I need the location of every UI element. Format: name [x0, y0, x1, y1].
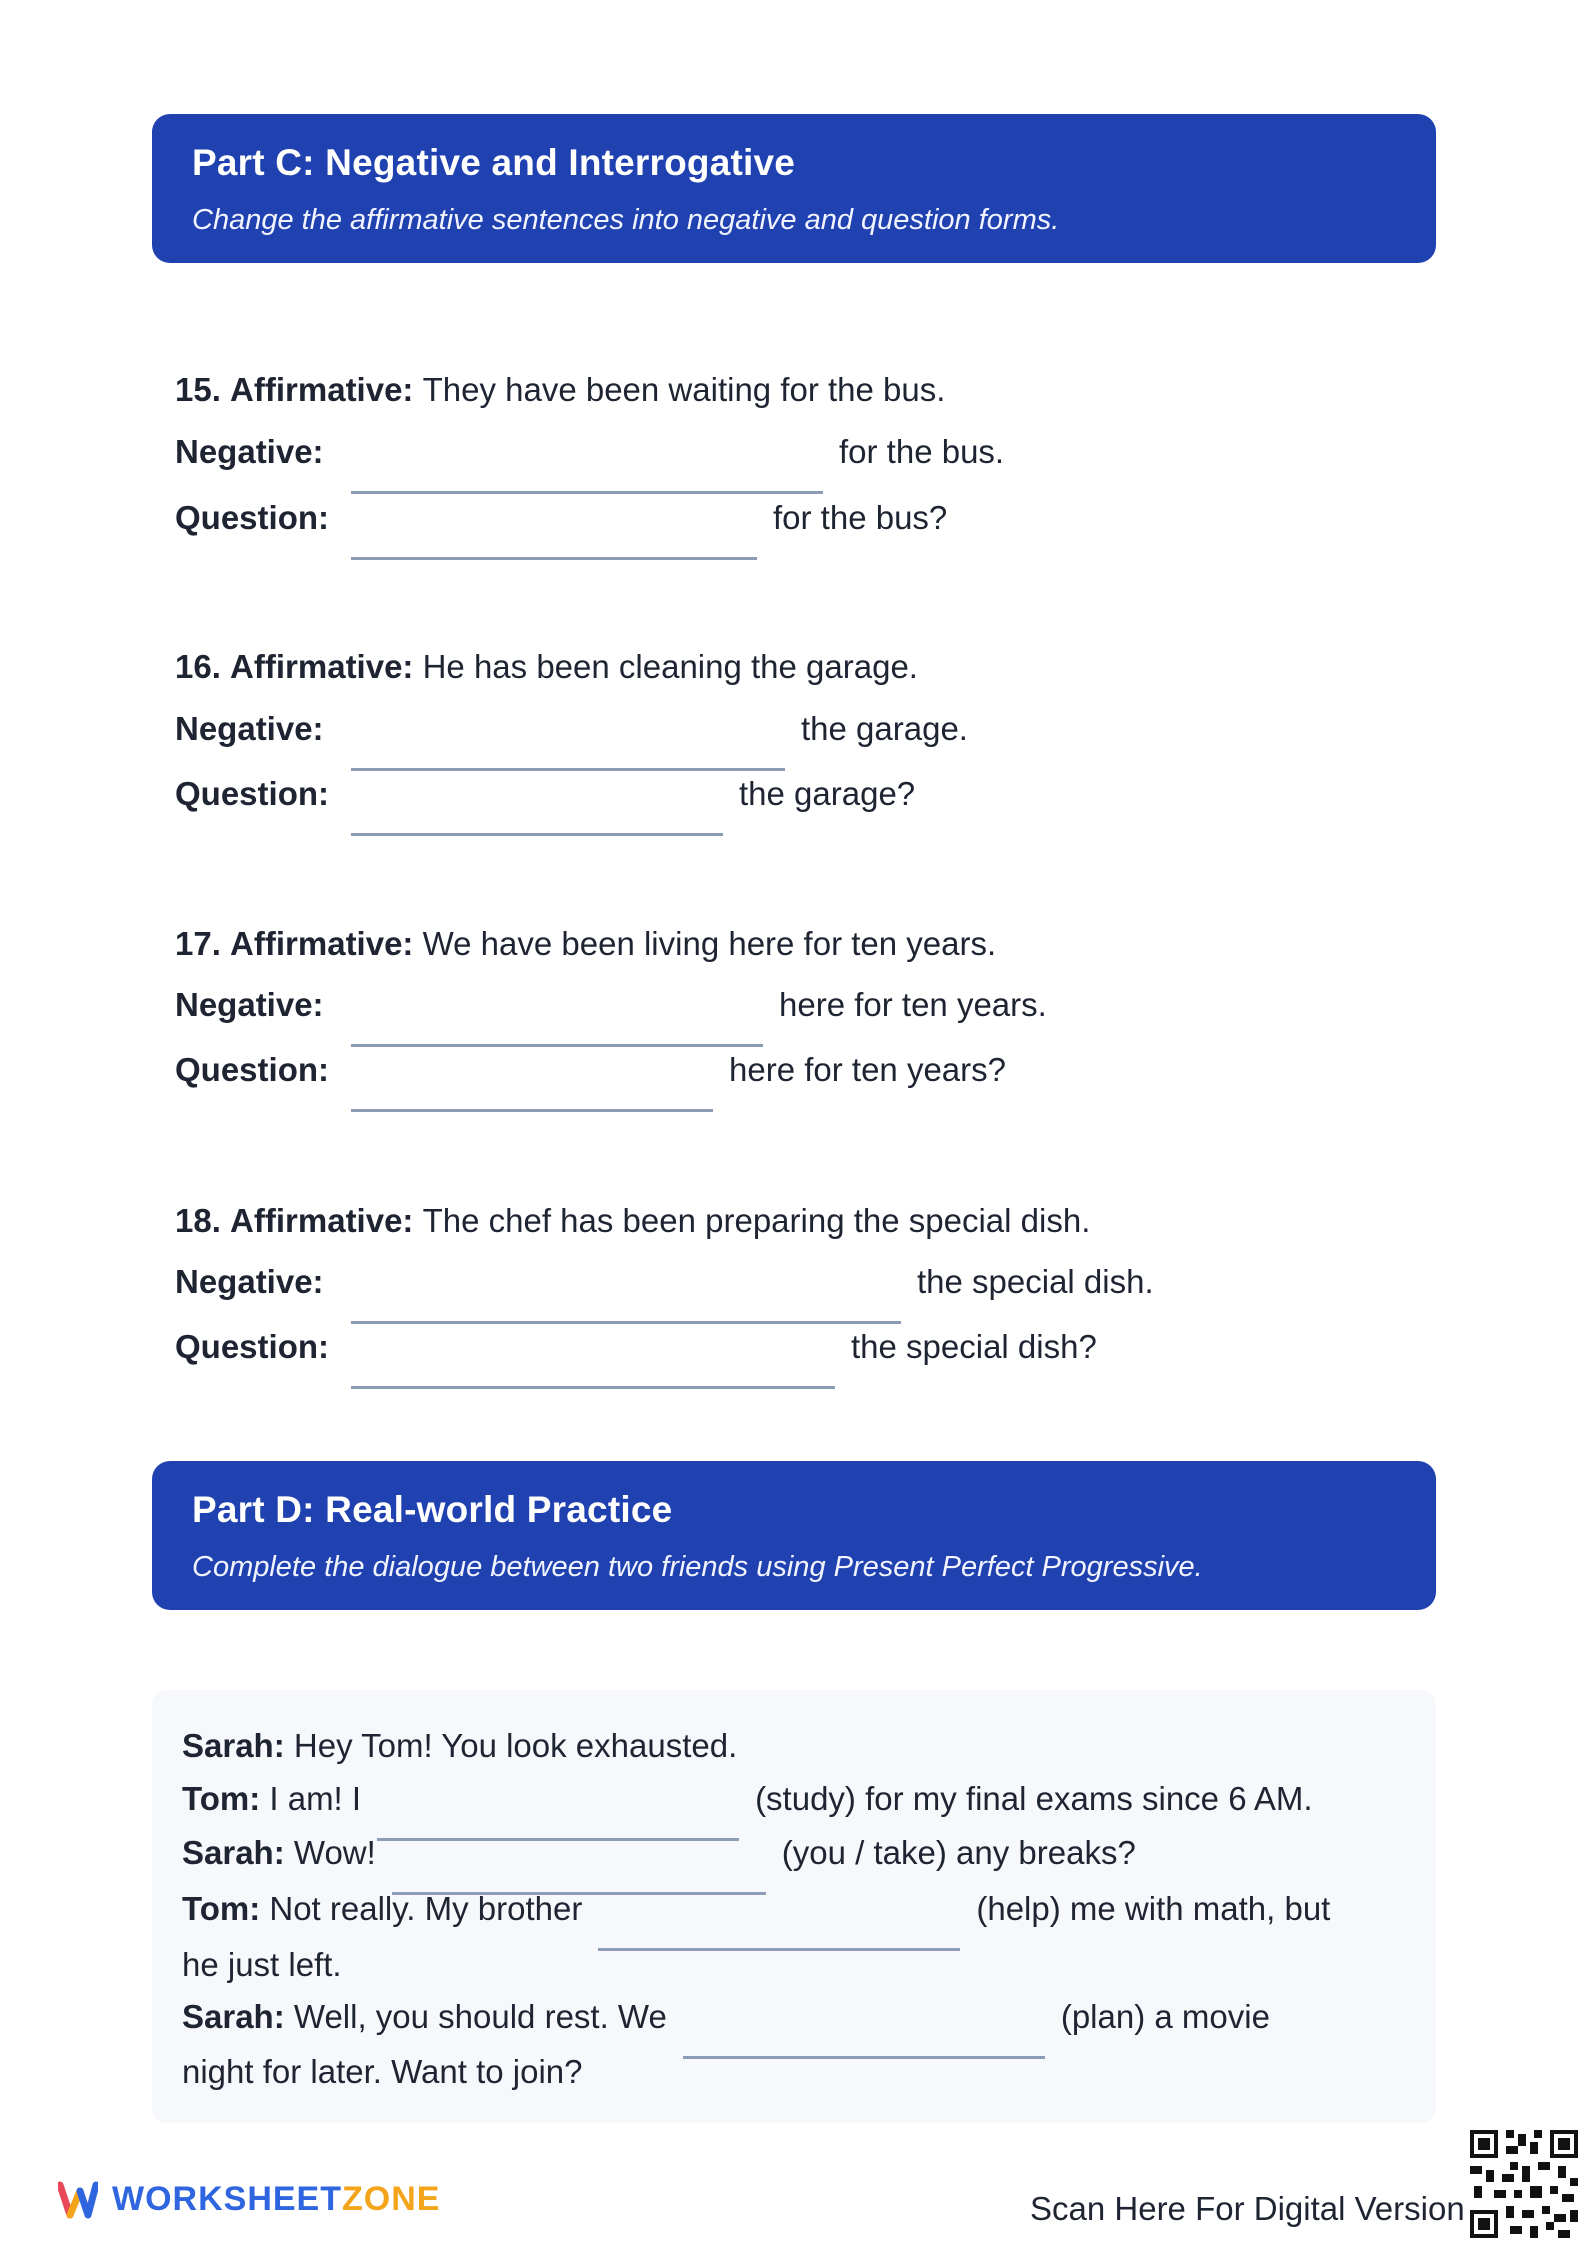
- dialogue-text: (plan) a movie: [1060, 1998, 1270, 2035]
- answer-blank[interactable]: [351, 1350, 835, 1389]
- qr-code-icon[interactable]: [1470, 2130, 1578, 2238]
- part-d-title: Part D: Real-world Practice: [192, 1489, 673, 1530]
- answer-blank[interactable]: [351, 455, 823, 494]
- part-d-instructions: Complete the dialogue between two friends using Present Perfect Progressive.: [192, 1551, 1203, 1583]
- question-label: Question:: [175, 1051, 329, 1088]
- item-18-question: [175, 1327, 1097, 1367]
- affirmative-sentence: We have been living here for ten years.: [422, 925, 997, 962]
- part-c-title: Part C: Negative and Interrogative: [192, 142, 796, 183]
- answer-blank[interactable]: [351, 797, 723, 836]
- scan-here-text: Scan Here For Digital Version: [1030, 2190, 1465, 2227]
- dialogue-line: [182, 1779, 1313, 1819]
- item-17-negative: [175, 985, 1047, 1025]
- dialogue-text: I am! I: [269, 1780, 362, 1817]
- dialogue-text: Wow!: [293, 1834, 376, 1871]
- item-number: 17.: [175, 925, 221, 962]
- dialogue-text: Not really. My brother: [269, 1890, 583, 1927]
- negative-label: Negative:: [175, 710, 324, 747]
- dialogue-text: (you / take) any breaks?: [781, 1834, 1136, 1871]
- affirmative-label: Affirmative:: [230, 371, 414, 408]
- part-c-banner: [152, 114, 1436, 263]
- answer-blank[interactable]: [351, 1073, 713, 1112]
- item-18-negative: [175, 1262, 1154, 1302]
- answer-blank[interactable]: [683, 2020, 1045, 2059]
- speaker-label: Tom:: [182, 1780, 261, 1817]
- dialogue-line: [182, 1945, 342, 1985]
- answer-blank[interactable]: [351, 1285, 901, 1324]
- item-number: 15.: [175, 371, 221, 408]
- item-15-affirmative: [175, 370, 945, 410]
- item-17-question: [175, 1050, 1006, 1090]
- answer-blank[interactable]: [351, 521, 757, 560]
- speaker-label: Sarah:: [182, 1727, 285, 1764]
- dialogue-text: (study) for my final exams since 6 AM.: [755, 1780, 1313, 1817]
- speaker-label: Tom:: [182, 1890, 261, 1927]
- logo-mark-icon: [58, 2181, 98, 2219]
- dialogue-line: [182, 1726, 737, 1766]
- brand-name-part1: WORKSHEET: [112, 2180, 342, 2218]
- answer-blank[interactable]: [598, 1912, 960, 1951]
- sentence-end: here for ten years?: [729, 1051, 1006, 1088]
- item-16-question: [175, 774, 915, 814]
- part-d-banner: [152, 1461, 1436, 1610]
- item-16-affirmative: [175, 647, 918, 687]
- speaker-label: Sarah:: [182, 1998, 285, 2035]
- worksheetzone-logo[interactable]: [58, 2180, 440, 2219]
- answer-blank[interactable]: [351, 732, 785, 771]
- sentence-end: the garage?: [739, 775, 916, 812]
- affirmative-sentence: They have been waiting for the bus.: [422, 371, 946, 408]
- sentence-end: here for ten years.: [779, 986, 1047, 1023]
- item-17-affirmative: [175, 924, 996, 964]
- sentence-end: for the bus?: [773, 499, 948, 536]
- affirmative-label: Affirmative:: [230, 925, 414, 962]
- dialogue-line: [182, 1889, 1330, 1929]
- dialogue-text: (help) me with math, but: [976, 1890, 1331, 1927]
- negative-label: Negative:: [175, 433, 324, 470]
- sentence-end: the special dish?: [851, 1328, 1097, 1365]
- dialogue-box: [152, 1690, 1436, 2123]
- item-15-question: [175, 498, 947, 538]
- dialogue-text: Well, you should rest. We: [293, 1998, 667, 2035]
- sentence-end: the garage.: [801, 710, 968, 747]
- speaker-label: Sarah:: [182, 1834, 285, 1871]
- item-number: 18.: [175, 1202, 221, 1239]
- answer-blank[interactable]: [351, 1008, 763, 1047]
- brand-name-part2: ZONE: [342, 2180, 441, 2218]
- item-number: 16.: [175, 648, 221, 685]
- question-label: Question:: [175, 1328, 329, 1365]
- dialogue-text: night for later. Want to join?: [182, 2053, 583, 2090]
- question-label: Question:: [175, 775, 329, 812]
- question-label: Question:: [175, 499, 329, 536]
- sentence-end: the special dish.: [917, 1263, 1154, 1300]
- part-c-instructions: Change the affirmative sentences into negative and question forms.: [192, 204, 1060, 236]
- brand-name: [112, 2180, 440, 2219]
- item-15-negative: [175, 432, 1004, 472]
- affirmative-sentence: He has been cleaning the garage.: [422, 648, 918, 685]
- affirmative-label: Affirmative:: [230, 1202, 414, 1239]
- dialogue-line: [182, 1997, 1270, 2037]
- affirmative-label: Affirmative:: [230, 648, 414, 685]
- dialogue-line: [182, 1833, 1136, 1873]
- dialogue-text: Hey Tom! You look exhausted.: [293, 1727, 738, 1764]
- item-18-affirmative: [175, 1201, 1090, 1241]
- sentence-end: for the bus.: [839, 433, 1005, 470]
- dialogue-line: [182, 2052, 583, 2092]
- negative-label: Negative:: [175, 986, 324, 1023]
- negative-label: Negative:: [175, 1263, 324, 1300]
- dialogue-text: he just left.: [182, 1946, 342, 1983]
- affirmative-sentence: The chef has been preparing the special dish.: [422, 1202, 1091, 1239]
- item-16-negative: [175, 709, 968, 749]
